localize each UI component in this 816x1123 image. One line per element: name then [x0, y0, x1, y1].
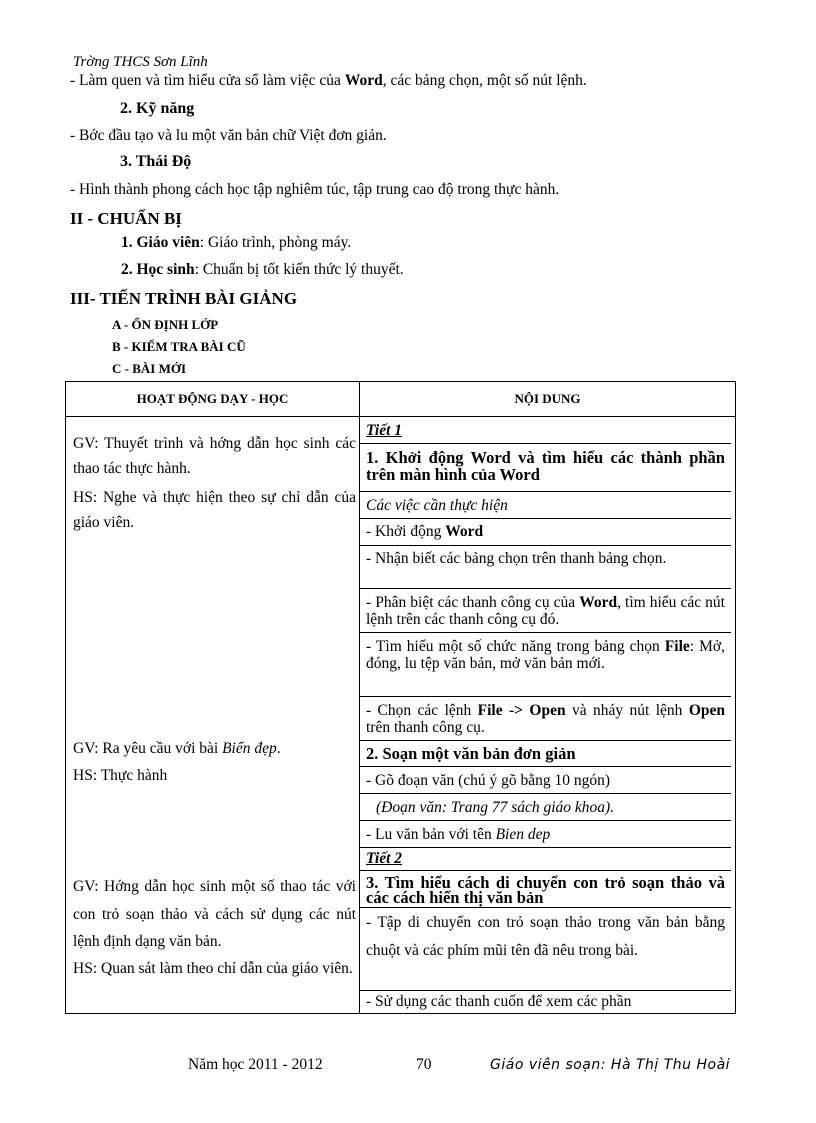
activity-hs1: HS: Nghe và thực hiện theo sự chỉ dẫn của giáo viên. — [73, 489, 356, 531]
progress-b: B - KIỂM TRA BÀI CŨ — [112, 339, 246, 354]
divider — [360, 696, 731, 697]
content-s2-1: - Gõ đoạn văn (chú ý gõ bằng 10 ngón) — [366, 772, 611, 789]
content-t3 — [366, 594, 725, 628]
content-t5 — [366, 702, 725, 736]
divider — [360, 793, 731, 794]
divider — [360, 766, 731, 767]
progress-a: A - ỔN ĐỊNH LỚP — [112, 317, 219, 332]
intro-text-end: , các bảng chọn, một số nút lệnh. — [382, 72, 587, 89]
table-row — [66, 417, 736, 1014]
t3-text: - Phân biệt các thanh công cụ của — [366, 594, 580, 611]
content-tiet1 — [366, 422, 725, 439]
activity-cell — [66, 417, 360, 1014]
activity-gv3: GV: Hớng dẫn học sinh một số thao tác với con trỏ soạn thảo và cách sử dụng các nút lệnh định dạng văn bản. — [73, 878, 356, 950]
intro-text: - Làm quen và tìm hiểu cửa sổ làm việc của — [70, 72, 345, 89]
t4-text-end: : Mở, đóng, lu tệp văn bản, mở văn bản mới. — [366, 638, 725, 672]
divider — [360, 491, 731, 492]
divider — [360, 870, 731, 871]
skill-title: 2. Kỹ năng — [120, 100, 195, 117]
divider — [360, 990, 731, 991]
t5-text: - Chọn các lệnh — [366, 702, 478, 719]
t3-word: Word — [579, 594, 618, 611]
t4-file: File — [664, 638, 690, 655]
t5-mid: và nháy nút lệnh — [565, 702, 689, 719]
t1-word: Word — [445, 523, 484, 540]
prep-teacher-text: : Giáo trình, phòng máy. — [199, 234, 352, 251]
activity-hs3: HS: Quan sát làm theo chỉ dẫn của giáo viên. — [73, 960, 353, 977]
content-s2-2: (Đoạn văn: Trang 77 sách giáo khoa). — [376, 799, 615, 816]
skill-text: - Bớc đầu tạo và lu một văn bản chữ Việt đơn giản. — [70, 127, 387, 144]
t4-text: - Tìm hiểu một số chức năng trong bảng chọn — [366, 638, 665, 655]
col-header-activity: HOẠT ĐỘNG DẠY - HỌC — [66, 382, 360, 417]
divider — [360, 545, 731, 546]
divider — [360, 588, 731, 589]
divider — [360, 518, 731, 519]
footer-teacher: Giáo viên soạn: Hà Thị Thu Hoài — [490, 1057, 731, 1073]
content-sec3: 3. Tìm hiểu cách di chuyển con trỏ soạn thảo và các cách hiển thị văn bản — [366, 873, 725, 907]
tiet2-label: Tiết 2 — [366, 850, 403, 867]
t5-file-open: File -> Open — [477, 702, 566, 719]
t5-text-end: trên thanh công cụ. — [366, 719, 485, 736]
page-number: 70 — [416, 1056, 432, 1073]
divider — [360, 847, 731, 848]
footer-year: Năm học 2011 - 2012 — [188, 1056, 323, 1073]
intro-line — [70, 72, 587, 90]
activity-gv1: GV: Thuyết trình và hớng dẫn học sinh các thao tác thực hành. — [73, 435, 356, 477]
prep-student-label: 2. Học sinh — [121, 261, 195, 278]
divider — [360, 443, 731, 444]
divider — [360, 820, 731, 821]
content-s2-3 — [366, 826, 725, 843]
activity-gv2-text: GV: Ra yêu cầu với bài — [73, 740, 223, 757]
prep-title: II - CHUẨN BỊ — [70, 209, 182, 228]
content-sec1: 1. Khởi động Word và tìm hiểu các thành phần trên màn hình của Word — [366, 448, 725, 484]
content-sec2: 2. Soạn một văn bản đơn giản — [366, 744, 576, 763]
intro-word: Word — [344, 72, 383, 89]
t5-open: Open — [688, 702, 725, 719]
prep-teacher-label: 1. Giáo viên — [121, 234, 200, 251]
prep-teacher — [121, 234, 351, 252]
col-header-content: NỘI DUNG — [360, 382, 736, 417]
t3-text-end: , tìm hiểu các nút lệnh trên các thanh công cụ đó. — [366, 594, 725, 628]
content-t1 — [366, 523, 725, 540]
progress-c: C - BÀI MỚI — [112, 361, 187, 376]
content-tiet2 — [366, 850, 725, 867]
activity-gv2-end: . — [276, 740, 281, 757]
content-t4 — [366, 638, 725, 672]
attitude-text: - Hình thành phong cách học tập nghiêm túc, tập trung cao độ trong thực hành. — [70, 181, 560, 198]
divider — [360, 632, 731, 633]
lesson-table — [65, 381, 736, 1014]
prep-student-text: : Chuẩn bị tốt kiến thức lý thuyết. — [194, 261, 404, 278]
divider — [360, 740, 731, 741]
content-s3-2: - Sử dụng các thanh cuốn để xem các phần — [366, 993, 632, 1010]
attitude-title: 3. Thái Độ — [120, 153, 192, 170]
prep-student — [121, 261, 404, 279]
activity-hs2: HS: Thực hành — [73, 767, 168, 784]
activity-gv2-title: Biển đẹp — [222, 740, 277, 757]
content-tasks: Các việc cần thực hiện — [366, 497, 508, 514]
school-header: Trờng THCS Sơn Lĩnh — [73, 54, 208, 70]
progress-title: III- TIẾN TRÌNH BÀI GIẢNG — [70, 289, 298, 308]
content-t2: - Nhận biết các bảng chọn trên thanh bảng chọn. — [366, 550, 667, 567]
content-s3-1: - Tập di chuyển con trỏ soạn thảo trong văn bản bằng chuột và các phím mũi tên đã nêu trong bài. — [366, 914, 725, 959]
table-header-row — [66, 382, 736, 417]
divider — [360, 907, 731, 908]
s2-3-text: - Lu văn bản với tên — [366, 826, 496, 843]
content-cell — [360, 417, 736, 1014]
activity-gv2 — [73, 736, 356, 761]
s2-3-filename: Bien dep — [495, 826, 551, 843]
t1-text: - Khởi động — [366, 523, 446, 540]
tiet1-label: Tiết 1 — [366, 422, 403, 439]
